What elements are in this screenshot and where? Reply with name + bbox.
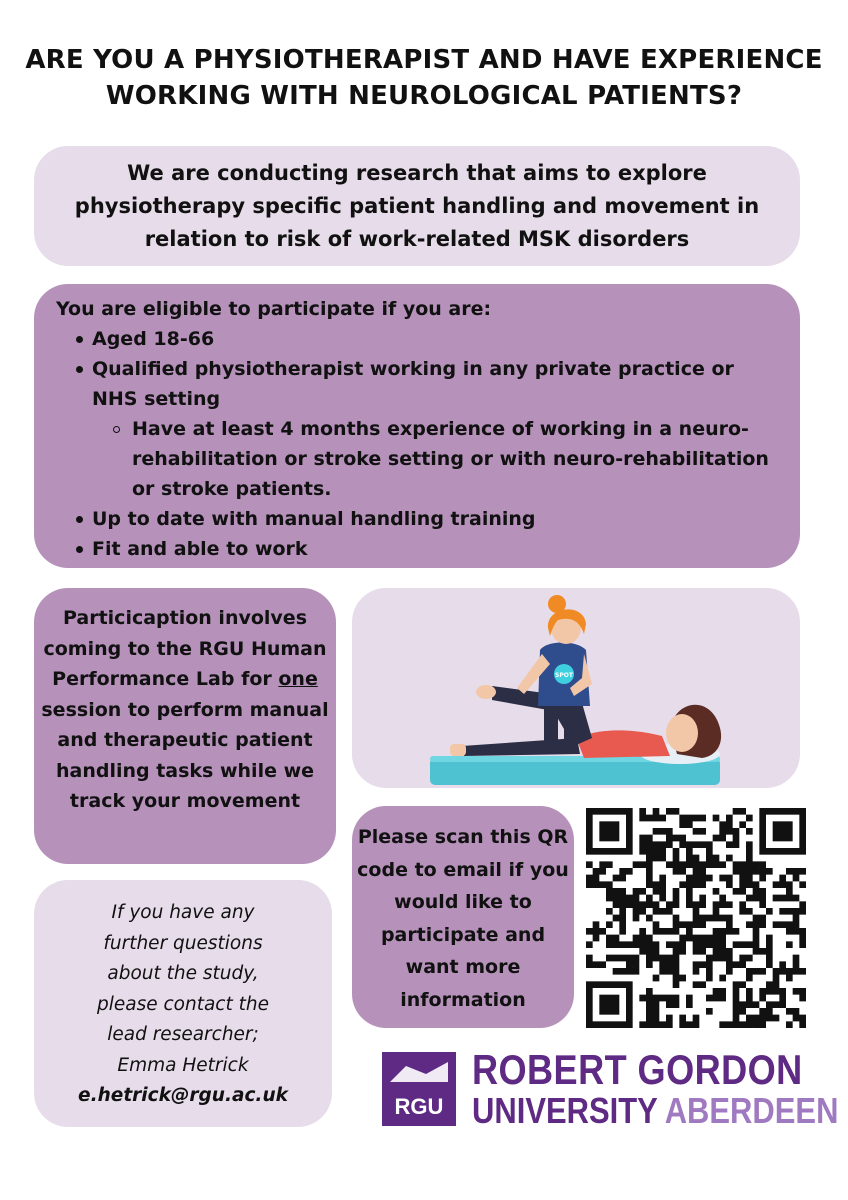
title-line-1: ARE YOU A PHYSIOTHERAPIST AND HAVE EXPERIENCE (25, 45, 823, 75)
contact-line-4: please contact the (97, 993, 269, 1015)
contact-panel (34, 880, 332, 1127)
badge-label: SPOT (555, 672, 573, 679)
participation-panel (34, 588, 336, 864)
intro-line-3: relation to risk of work-related MSK disorders (144, 227, 690, 251)
contact-line-3: about the study, (107, 963, 259, 984)
eligibility-heading: You are eligible to participate if you are: (56, 298, 492, 320)
scan-panel (352, 806, 574, 1028)
page-title (0, 42, 848, 114)
scan-text: Please scan this QR code to email if you would like to participate and want more information (357, 826, 569, 1011)
contact-line-2: further questions (103, 932, 263, 954)
title-line-2: WORKING WITH NEUROLOGICAL PATIENTS? (105, 81, 743, 111)
patient-leg-straight (462, 738, 580, 756)
illustration-panel (352, 588, 800, 788)
eligibility-panel (34, 284, 800, 568)
eligibility-item-age: Aged 18-66 (56, 324, 780, 354)
logo-university: UNIVERSITY (472, 1090, 658, 1131)
eligibility-subitem-experience: Have at least 4 months experience of working in a neuro-rehabilitation or stroke setting or with neuro-rehabilitation or stroke patients. (56, 414, 780, 504)
eligibility-list (56, 324, 780, 564)
rgu-logo-mark (382, 1052, 456, 1126)
contact-line-5: lead researcher; (107, 1024, 259, 1045)
logo-line-2 (472, 1090, 838, 1132)
participation-text-start: Particicaption involves coming to the RGU Human Performance Lab for (43, 607, 327, 690)
contact-email[interactable]: e.hetrick@rgu.ac.uk (78, 1085, 288, 1106)
contact-line-1: If you have any (111, 902, 255, 923)
qr-finder-3 (589, 985, 629, 1025)
eligibility-item-training: Up to date with manual handling training (56, 504, 780, 534)
participation-emphasis: one (278, 668, 318, 690)
logo-line-1: ROBERT GORDON (472, 1046, 803, 1093)
contact-name: Emma Hetrick (117, 1054, 249, 1076)
eligibility-item-qualified: Qualified physiotherapist working in any private practice or NHS setting (56, 354, 780, 414)
logo-aberdeen: ABERDEEN (664, 1090, 839, 1131)
patient-head (666, 714, 698, 752)
qr-code[interactable] (586, 808, 806, 1028)
eligibility-item-fit: Fit and able to work (56, 534, 780, 564)
intro-line-2: physiotherapy specific patient handling and movement in (74, 194, 760, 218)
logo-mark-text: RGU (394, 1094, 444, 1119)
intro-panel (34, 146, 800, 266)
university-logo (382, 1046, 839, 1132)
physiotherapy-illustration (352, 588, 800, 788)
intro-line-1: We are conducting research that aims to explore (127, 161, 707, 185)
participation-text-end: session to perform manual and therapeutic patient handling tasks while we track your movement (41, 698, 329, 812)
qr-finder-1 (589, 811, 629, 851)
qr-finder-2 (763, 811, 803, 851)
